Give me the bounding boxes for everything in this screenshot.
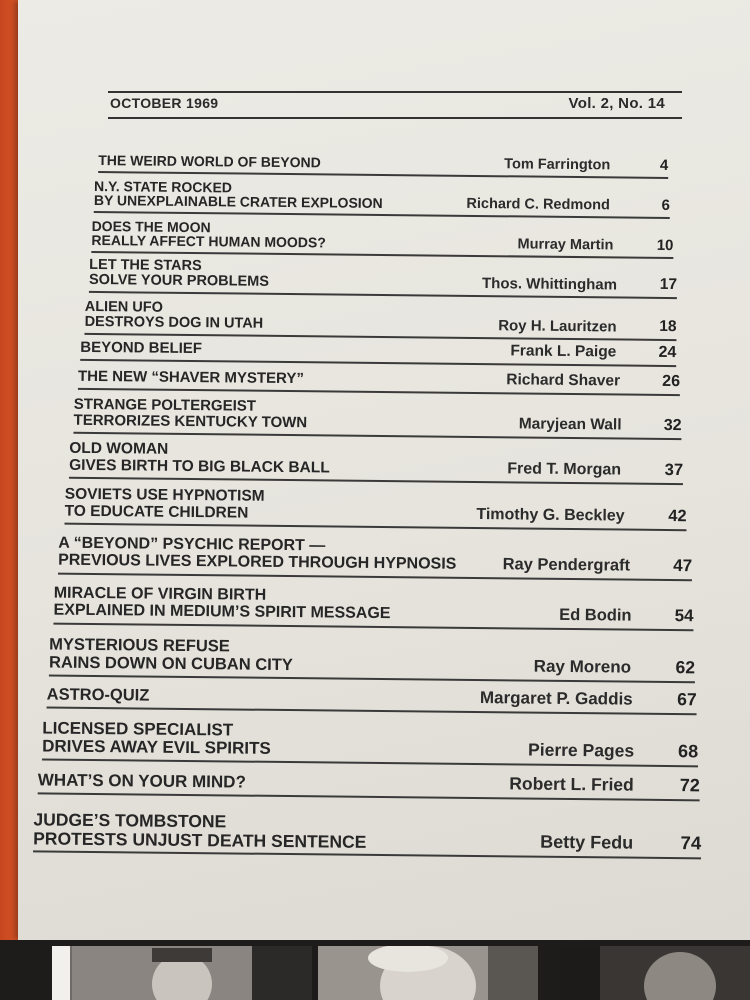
article-title: DOES THE MOON REALLY AFFECT HUMAN MOODS?: [91, 217, 326, 251]
article-title: OLD WOMAN GIVES BIRTH TO BIG BLACK BALL: [69, 440, 330, 477]
article-title: N.Y. STATE ROCKED BY UNEXPLAINABLE CRATER EXPLOSION: [93, 177, 383, 212]
article-title: LET THE STARS SOLVE YOUR PROBLEMS: [88, 256, 270, 290]
photo-strip: [0, 940, 750, 1000]
article-title: THE NEW “SHAVER MYSTERY”: [77, 368, 304, 388]
article-title: SOVIETS USE HYPNOTISM TO EDUCATE CHILDREN: [64, 486, 265, 522]
article-page-number: 37: [664, 460, 684, 480]
article-author: Ray Pendergraft: [502, 555, 631, 575]
toc-entry: [64, 481, 686, 531]
issue-date: OCTOBER 1969: [110, 95, 219, 111]
article-page-number: 24: [658, 343, 677, 362]
toc-entry: [53, 580, 693, 631]
toc-entry: [47, 681, 697, 716]
article-title: BEYOND BELIEF: [80, 339, 203, 358]
toc-entry: [80, 335, 676, 367]
article-author: Thos. Whittingham: [481, 275, 618, 294]
toc-entry: [38, 766, 700, 801]
article-author: Margaret P. Gaddis: [479, 688, 633, 709]
article-title: MIRACLE OF VIRGIN BIRTH EXPLAINED IN MEDIUM’S SPIRIT MESSAGE: [53, 584, 391, 623]
article-author: Maryjean Wall: [518, 415, 622, 434]
article-title: STRANGE POLTERGEIST TERRORIZES KENTUCKY TOWN: [73, 396, 308, 432]
article-page-number: 10: [656, 236, 674, 255]
toc-entry: [33, 805, 701, 860]
toc-entry: [58, 530, 692, 581]
toc-entry: [89, 252, 677, 299]
article-page-number: 18: [659, 317, 677, 336]
toc-entry: [49, 631, 695, 683]
article-page-number: 4: [659, 156, 669, 174]
toc-entry: [42, 714, 698, 768]
photo-right: [560, 946, 750, 1000]
article-page-number: 17: [659, 275, 678, 294]
toc-entry: [84, 294, 676, 342]
article-author: Richard Shaver: [506, 371, 621, 390]
article-page-number: 68: [678, 741, 699, 762]
article-title: WHAT’S ON YOUR MIND?: [37, 770, 246, 792]
article-page-number: 54: [674, 606, 694, 626]
article-author: Tom Farrington: [504, 156, 611, 174]
article-page-number: 26: [662, 372, 681, 391]
toc-entry: [69, 435, 683, 485]
article-author: Ed Bodin: [559, 605, 632, 625]
article-page-number: 32: [663, 416, 682, 435]
article-title: ALIEN UFO DESTROYS DOG IN UTAH: [84, 298, 264, 332]
toc-entry: [94, 173, 670, 219]
article-page-number: 67: [677, 689, 697, 710]
article-author: Ray Moreno: [533, 656, 632, 677]
article-author: Frank L. Paige: [510, 342, 617, 361]
article-page-number: 74: [680, 832, 702, 854]
article-author: Betty Fedu: [540, 831, 634, 853]
article-page-number: 47: [673, 556, 693, 576]
toc-entry: [73, 391, 681, 440]
contents-page: [18, 0, 750, 940]
article-title: JUDGE’S TOMBSTONE PROTESTS UNJUST DEATH SENTENCE: [33, 809, 367, 852]
article-title: A “BEYOND” PSYCHIC REPORT — PREVIOUS LIVES EXPLORED THROUGH HYPNOSIS: [58, 535, 457, 573]
toc-entry: [78, 364, 680, 396]
article-author: Pierre Pages: [528, 739, 635, 761]
article-title: LICENSED SPECIALIST DRIVES AWAY EVIL SPIRITS: [42, 718, 271, 758]
article-author: Richard C. Redmond: [466, 195, 610, 214]
article-page-number: 42: [668, 506, 687, 526]
photo-man: [52, 946, 312, 1000]
article-title: THE WEIRD WORLD OF BEYOND: [98, 152, 321, 171]
article-page-number: 72: [679, 775, 700, 796]
article-title: MYSTERIOUS REFUSE RAINS DOWN ON CUBAN CITY: [48, 635, 293, 674]
article-author: Roy H. Lauritzen: [498, 317, 617, 336]
article-title: ASTRO-QUIZ: [46, 685, 150, 705]
article-page-number: 6: [661, 196, 670, 214]
article-author: Fred T. Morgan: [507, 460, 622, 479]
table-of-contents: [8, 0, 750, 944]
article-author: Murray Martin: [517, 236, 614, 254]
article-author: Timothy G. Beckley: [476, 505, 625, 525]
photo-woman: [318, 946, 538, 1000]
article-page-number: 62: [675, 657, 696, 678]
article-author: Robert L. Fried: [509, 773, 634, 795]
issue-volume: Vol. 2, No. 14: [568, 95, 665, 112]
